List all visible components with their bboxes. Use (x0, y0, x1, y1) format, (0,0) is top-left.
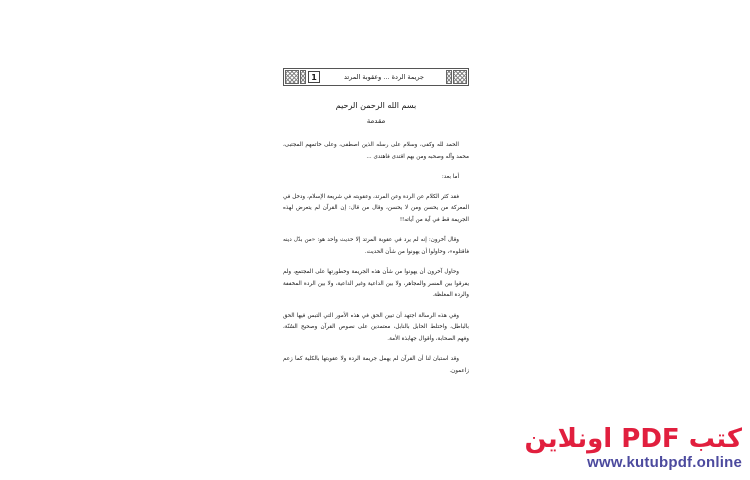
page-number: 1 (308, 71, 320, 83)
basmala: بسم الله الرحمن الرحيم (335, 101, 417, 110)
document-page (283, 68, 469, 398)
ornament-left-icon (285, 70, 299, 84)
ornament-right-icon (453, 70, 467, 84)
paragraph: وحاول آخرون أن يهونوا من شأن هذه الجريمة وخطورتها على المجتمع، ولم يفرقوا بين المسر والمجاهر، ولا بين الداعية وغير الداعية، ولا بين الردة المخففة والردة المغلظة. (283, 269, 469, 298)
watermark-title: كتب PDF اونلاين (524, 424, 742, 454)
paragraph: وقد استبان لنا أن القرآن لم يهمل جريمة الردة ولا عقوبتها بالكلية كما زعم زاعمون. (283, 356, 469, 374)
ornament-left-inner-icon (300, 70, 306, 84)
paragraph: الحمد لله وكفى، وسلام على رسله الذين اصطفى، وعلى خاتمهم المجتبى، محمد وآله وصحبه ومن بهم اقتدى فاهتدى ... (283, 142, 469, 160)
watermark-url: www.kutubpdf.online (587, 454, 742, 471)
page-header (283, 68, 469, 86)
body-text (283, 140, 469, 386)
paragraph: وقال آخرون: إنه لم يرد في عقوبة المرتد إلا حديث واحد هو: «من بدّل دينه فاقتلوه»، وحاولوا أن يهونوا من شأن الحديث. (283, 237, 469, 255)
paragraph: وفي هذه الرسالة اجتهد أن تبين الحق في هذه الأمور التي التبس فيها الحق بالباطل، واختلط الحابل بالنابل، معتمدين على نصوص القرآن وصحيح السُنّة، وفهم الصحابة، وأقوال جهابذة الأمة. (283, 312, 469, 342)
ornament-right-inner-icon (446, 70, 452, 84)
section-title: مقدمة (366, 117, 386, 125)
watermark (502, 424, 742, 472)
running-title: جريمة الردة ... وعقوبة المرتد (343, 73, 425, 81)
paragraph: فقد كثر الكلام عن الردة وعن المرتد، وعقوبته في شريعة الإسلام، ودخل في المعركة من يحسن ومن لا يحسن، وقال من قال: إن القرآن لم يتعرض لهذه الجريمة قط في آية من آياته!! (283, 193, 469, 223)
paragraph: أما بعد: (441, 174, 459, 180)
